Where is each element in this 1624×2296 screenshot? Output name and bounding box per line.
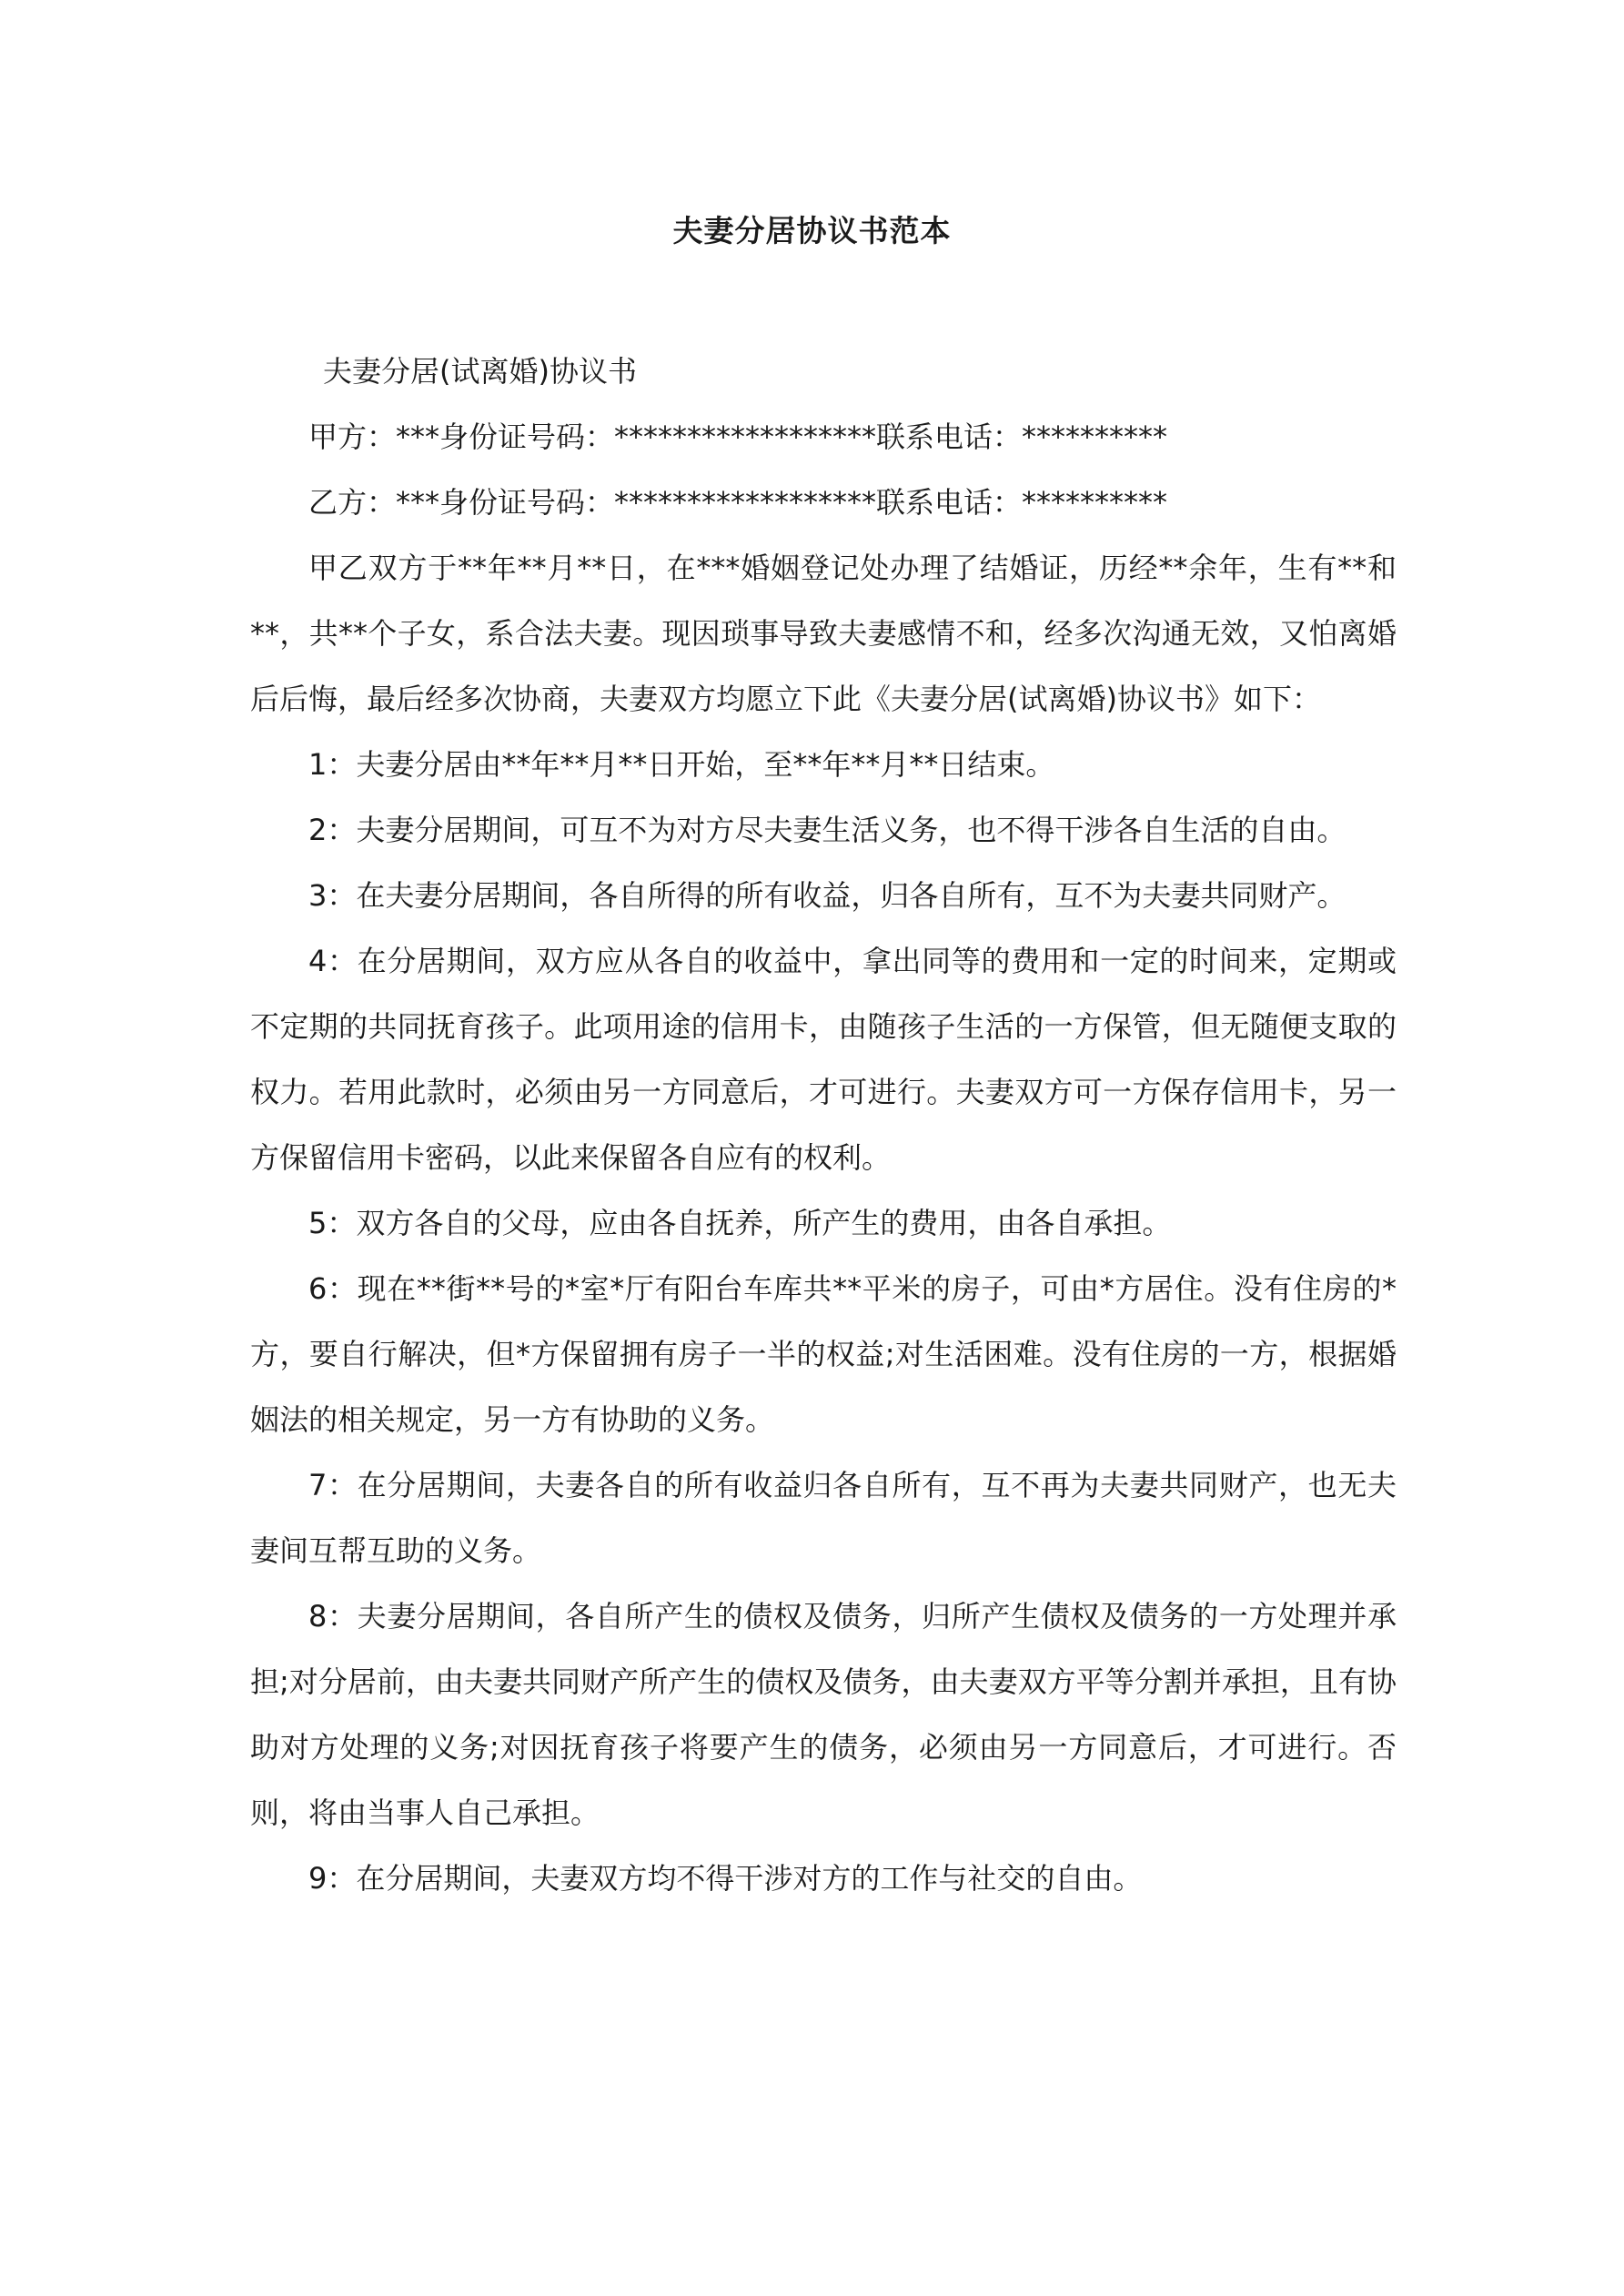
clause-8: 8：夫妻分居期间，各自所产生的债权及债务，归所产生债权及债务的一方处理并承担;对分居前，由夫妻共同财产所产生的债权及债务，由夫妻双方平等分割并承担，且有协助对方处理的义务;对因抚育孩子将要产生的债务，必须由另一方同意后，才可进行。否则，将由当事人自己承担。 xyxy=(250,1599,1397,1830)
document-title: 夫妻分居协议书范本 xyxy=(672,213,952,248)
clause-9: 9：在分居期间，夫妻双方均不得干涉对方的工作与社交的自由。 xyxy=(308,1861,1143,1896)
clause-2: 2：夫妻分居期间，可互不为对方尽夫妻生活义务，也不得干涉各自生活的自由。 xyxy=(308,813,1347,847)
clause-4: 4：在分居期间，双方应从各自的收益中，拿出同等的费用和一定的时间来，定期或不定期的共同抚育孩子。此项用途的信用卡，由随孩子生活的一方保管，但无随便支取的权力。若用此款时，必须由另一方同意后，才可进行。夫妻双方可一方保存信用卡，另一方保留信用卡密码，以此来保留各自应有的权利。 xyxy=(250,944,1397,1175)
clause-6: 6：现在**街**号的*室*厅有阳台车库共**平米的房子，可由*方居住。没有住房的*方，要自行解决，但*方保留拥有房子一半的权益;对生活困难。没有住房的一方，根据婚姻法的相关规定，另一方有协助的义务。 xyxy=(250,1271,1397,1437)
clause-7: 7：在分居期间，夫妻各自的所有收益归各自所有，互不再为夫妻共同财产，也无夫妻间互帮互助的义务。 xyxy=(250,1468,1397,1568)
party-b-line: 乙方：***身份证号码：******************联系电话：********** xyxy=(308,485,1168,520)
clause-1: 1：夫妻分居由**年**月**日开始，至**年**月**日结束。 xyxy=(308,747,1055,782)
clause-5: 5：双方各自的父母，应由各自抚养，所产生的费用，由各自承担。 xyxy=(308,1206,1172,1240)
party-a-line: 甲方：***身份证号码：******************联系电话：********** xyxy=(308,420,1168,454)
agreement-subtitle: 夫妻分居(试离婚)协议书 xyxy=(323,354,637,389)
document-body xyxy=(250,339,1397,1911)
clause-3: 3：在夫妻分居期间，各自所得的所有收益，归各自所有，互不为夫妻共同财产。 xyxy=(308,878,1347,913)
preamble-paragraph: 甲乙双方于**年**月**日，在***婚姻登记处办理了结婚证，历经**余年，生有**和**，共**个子女，系合法夫妻。现因琐事导致夫妻感情不和，经多次沟通无效，又怕离婚后后悔，最后经多次协商，夫妻双方均愿立下此《夫妻分居(试离婚)协议书》如下： xyxy=(250,551,1397,716)
